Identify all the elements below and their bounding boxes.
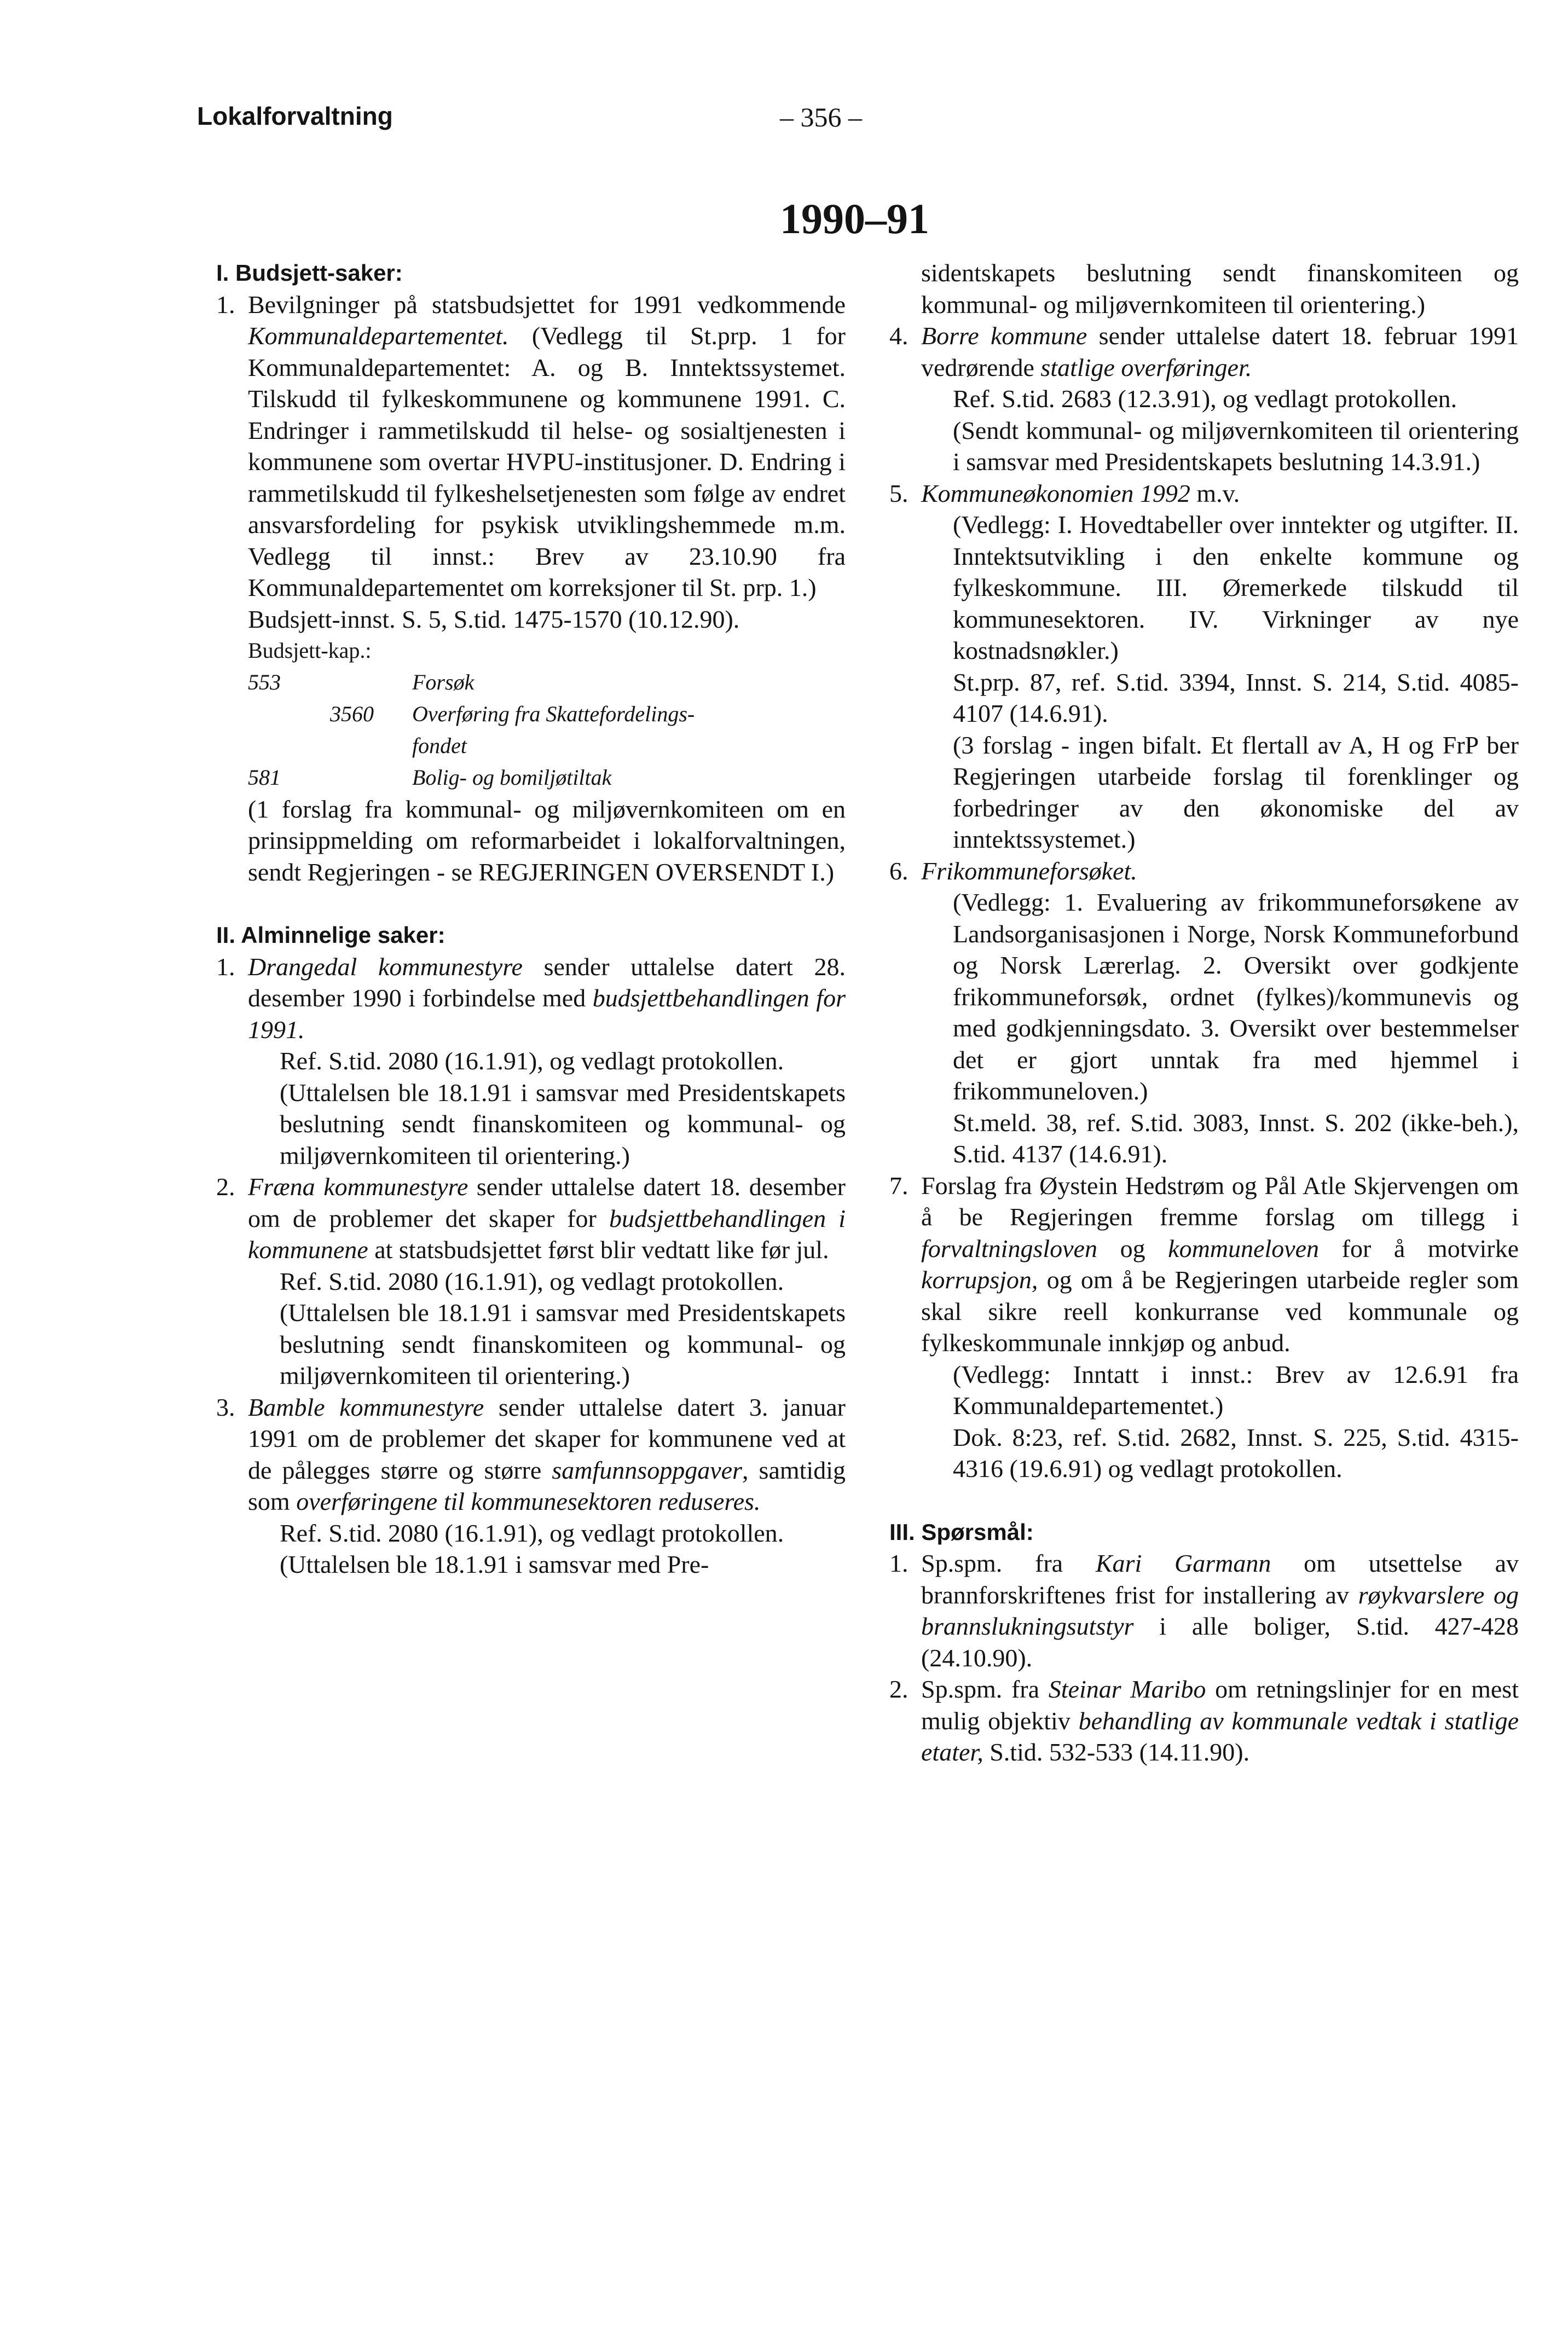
item-text: Kommuneøkonomien 1992 m.v. — [921, 479, 1240, 507]
item-text: Borre kommune sender uttalelse datert 18. februar 1991 vedrørende statlige overføringer. — [921, 322, 1519, 381]
item-text: Bamble kommunestyre sender uttalelse datert 3. januar 1991 om de problemer det skaper for kommunene ved at de pålegges større og større samfunnsoppgaver, samtidig som overføringene til kommunesektoren reduseres. — [248, 1393, 846, 1515]
item-text: Forslag fra Øystein Hedstrøm og Pål Atle Skjervengen om å be Regjeringen fremme forslag om tillegg i forvaltningsloven og kommuneloven for å motvirke korrupsjon, og om å be Regjeringen utarbeide regler som skal sikre reell konkurranse ved kommunale og fylkeskommunale innkjøp og anbud. — [921, 1171, 1519, 1357]
budget-chapter-row: 3560 Overføring fra Skattefordelings- — [330, 701, 695, 726]
item-number: 1. — [216, 290, 235, 318]
item-ref: St.prp. 87, ref. S.tid. 3394, Innst. S. 214, S.tid. 4085- 4107 (14.6.91). — [953, 668, 1519, 727]
item-innst: Budsjett-innst. S. 5, S.tid. 1475-1570 (10.12.90). — [248, 605, 740, 633]
section-heading-sporsmal: III. Spørsmål: — [889, 1519, 1034, 1545]
item-text: Fræna kommunestyre sender uttalelse datert 18. desember om de problemer det skaper for budsjettbehandlingen i kommunene at statsbudsjettet først blir vedtatt like før jul. — [248, 1173, 846, 1264]
item-forslag: (1 forslag fra kommunal- og miljøvernkomiteen om en prinsippmelding om reformarbeidet i lokalforvaltningen, sendt Regjeringen - se REGJERINGEN OVERSENDT I.) — [248, 795, 846, 886]
item-vedlegg: (Vedlegg: I. Hovedtabeller over inntekter og utgifter. II. Inntektsutvikling i den enkelte kommune og fylkeskommune. III. Øremerkede tilskudd til kommunesektoren. IV. Virkninger av nye kostnadsnøkler.) — [953, 511, 1519, 664]
item-note: (Sendt kommunal- og miljøvernkomiteen til orientering i samsvar med Presidentskapets beslutning 14.3.91.) — [953, 416, 1519, 476]
item-note: (3 forslag - ingen bifalt. Et flertall av A, H og FrP ber Regjeringen utarbeide forslag til forenklinger og forbedringer av den økonomiske del av inntektssystemet.) — [953, 731, 1519, 853]
item-ref: Dok. 8:23, ref. S.tid. 2682, Innst. S. 225, S.tid. 4315- 4316 (19.6.91) og vedlagt protokollen. — [953, 1423, 1519, 1482]
section-heading-alminnelige: II. Alminnelige saker: — [216, 922, 445, 948]
item-ref: Ref. S.tid. 2683 (12.3.91), og vedlagt protokollen. — [953, 385, 1457, 413]
right-column — [889, 257, 1519, 1768]
budget-chapter-row-cont: fondet — [412, 733, 467, 758]
list-item — [889, 1673, 1519, 1768]
list-item — [216, 1171, 846, 1392]
item-text: Sp.spm. fra Kari Garmann om utsettelse av brannforskriftenes frist for installering av røykvarslere og brannslukningsutstyr i alle boliger, S.tid. 427-428 (24.10.90). — [921, 1549, 1519, 1672]
item-vedlegg: (Vedlegg: 1. Evaluering av frikommuneforsøkene av Landsorganisasjonen i Norge, Norsk Kommuneforbund og Norsk Lærerlag. 2. Oversikt over godkjente frikommuneforsøk, ordnet (fylkes)/kommunevis og med godkjenningsdato. 3. Oversikt over bestemmelser det er gjort unntak fra med hjemmel i frikommuneloven.) — [953, 888, 1519, 1105]
list-item — [889, 855, 1519, 1170]
item-number: 1. — [889, 1549, 909, 1577]
item-note: (Uttalelsen ble 18.1.91 i samsvar med Pre- — [280, 1550, 709, 1578]
item-number: 7. — [889, 1171, 909, 1200]
item-note-continued: sidentskapets beslutning sendt finanskomiteen og kommunal- og miljøvernkomiteen til orientering.) — [921, 259, 1519, 318]
item-number: 4. — [889, 322, 909, 350]
item-number: 3. — [216, 1393, 235, 1421]
item-ref: St.meld. 38, ref. S.tid. 3083, Innst. S. 202 (ikke-beh.), S.tid. 4137 (14.6.91). — [953, 1108, 1519, 1168]
list-item — [889, 1170, 1519, 1485]
list-item — [216, 1392, 846, 1580]
item-number: 1. — [216, 952, 235, 981]
item-note: (Uttalelsen ble 18.1.91 i samsvar med Presidentskapets beslutning sendt finanskomiteen og kommunal- og miljøvernkomiteen til orientering.) — [280, 1078, 846, 1169]
list-item — [216, 951, 846, 1172]
list-item — [889, 478, 1519, 855]
item-number: 6. — [889, 856, 909, 885]
list-item — [889, 320, 1519, 478]
section-heading-budsjett: I. Budsjett-saker: — [216, 260, 403, 286]
item-note: (Uttalelsen ble 18.1.91 i samsvar med Presidentskapets beslutning sendt finanskomiteen og kommunal- og miljøvernkomiteen til orientering.) — [280, 1299, 846, 1389]
list-item — [889, 1548, 1519, 1673]
item-vedlegg: (Vedlegg: Inntatt i innst.: Brev av 12.6.91 fra Kommunaldepartementet.) — [953, 1360, 1519, 1420]
item-number: 5. — [889, 479, 909, 507]
item-text: Drangedal kommunestyre sender uttalelse datert 28. desember 1990 i forbindelse med budsjettbehandlingen for 1991. — [248, 952, 846, 1044]
item-ref: Ref. S.tid. 2080 (16.1.91), og vedlagt protokollen. — [280, 1047, 784, 1075]
item-ref: Ref. S.tid. 2080 (16.1.91), og vedlagt protokollen. — [280, 1519, 784, 1547]
item-number: 2. — [889, 1675, 909, 1703]
item-text: Frikommuneforsøket. — [921, 856, 1137, 885]
page-header — [0, 101, 1568, 145]
item-text: Bevilgninger på statsbudsjettet for 1991 vedkommende Kommunaldepartementet. (Vedlegg til St.prp. 1 for Kommunaldepartementet: A. og B. Inntektssystemet. Tilskudd til fylkeskommunene og kommunene 1991. C. Endringer i rammetilskudd til helse- og sosialtjenesten i kommunene som overtar HVPU-institusjoner. D. Endring i rammetilskudd til fylkeshelsetjenesten som følge av endret ansvarsfordeling for psykisk utviklingshemmede m.m. Vedlegg til innst.: Brev av 23.10.90 fra Kommunaldepartementet om korreksjoner til St. prp. 1.) — [248, 290, 846, 601]
session-year-title: 1990–91 — [780, 195, 929, 242]
budget-chapter-row: 553 Forsøk — [248, 669, 475, 694]
left-column — [216, 257, 846, 1580]
item-number: 2. — [216, 1173, 235, 1201]
budget-chapter-label: Budsjett-kap.: — [248, 638, 372, 663]
list-item — [216, 289, 846, 888]
item-text: Sp.spm. fra Steinar Maribo om retningslinjer for en mest mulig objektiv behandling av kommunale vedtak i statlige etater, S.tid. 532-533 (14.11.90). — [921, 1675, 1519, 1766]
page-number: – 356 – — [780, 102, 862, 132]
item-ref: Ref. S.tid. 2080 (16.1.91), og vedlagt protokollen. — [280, 1267, 784, 1295]
running-head: Lokalforvaltning — [197, 102, 393, 130]
budget-chapter-row: 581 Bolig- og bomiljøtiltak — [248, 765, 612, 790]
